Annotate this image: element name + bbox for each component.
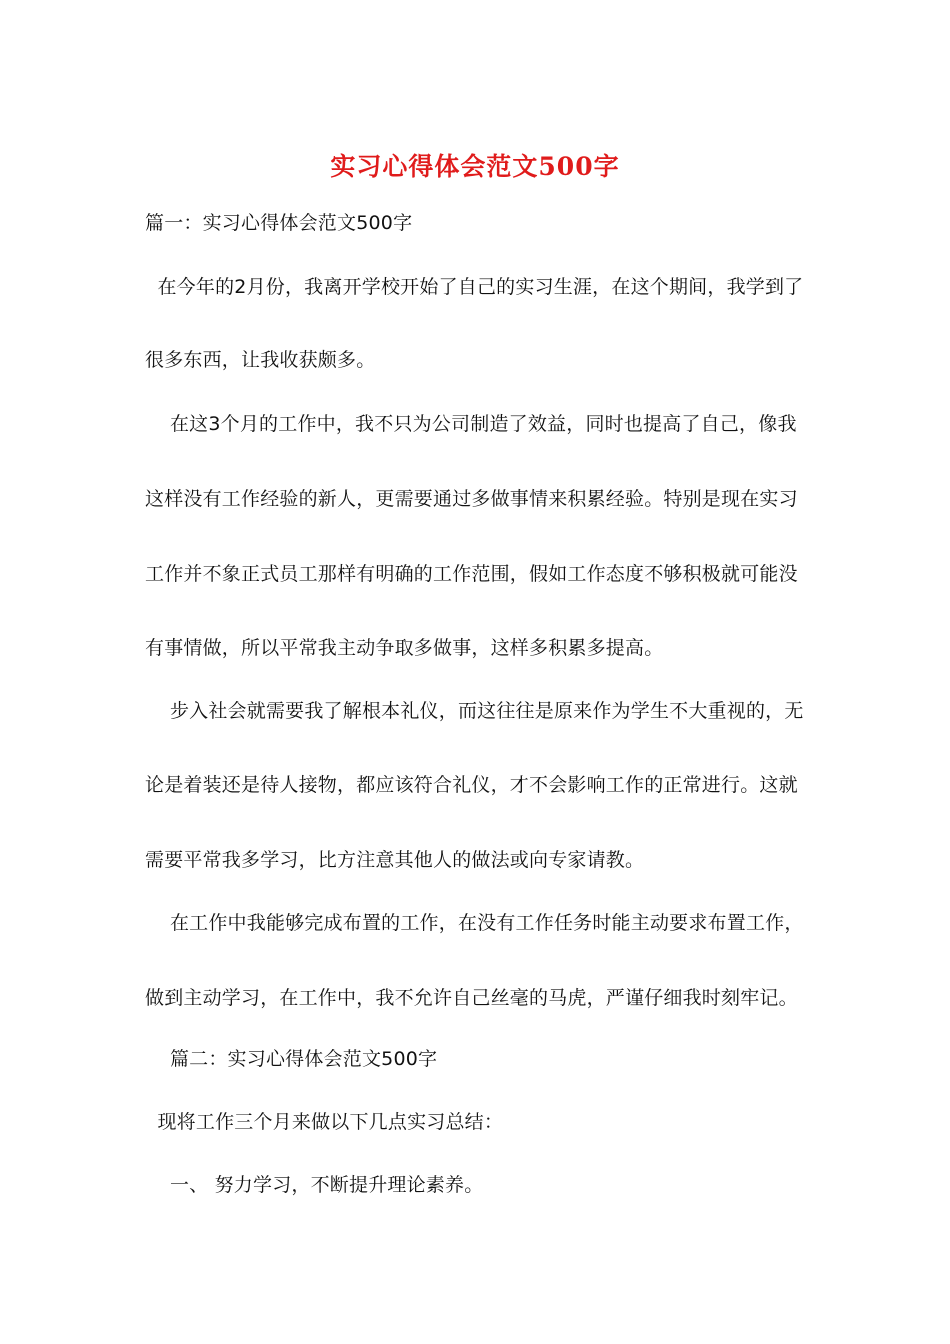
document-title: 实习心得体会范文500字 — [330, 152, 620, 181]
section-heading-2: 篇二：实习心得体会范文500字 — [145, 1048, 438, 1070]
paragraph-line: 在工作中我能够完成布置的工作，在没有工作任务时能主动要求布置工作， — [145, 912, 804, 934]
list-item-heading: 一、 努力学习，不断提升理论素养。 — [145, 1174, 484, 1196]
paragraph-line: 做到主动学习，在工作中，我不允许自己丝毫的马虎，严谨仔细我时刻牢记。 — [145, 987, 798, 1009]
paragraph-line: 需要平常我多学习，比方注意其他人的做法或向专家请教。 — [145, 849, 645, 871]
paragraph-line: 很多东西，让我收获颇多。 — [145, 349, 376, 371]
paragraph-line: 工作并不象正式员工那样有明确的工作范围，假如工作态度不够积极就可能没 — [145, 563, 798, 585]
paragraph-line: 现将工作三个月来做以下几点实习总结： — [145, 1111, 504, 1133]
paragraph-line: 有事情做，所以平常我主动争取多做事，这样多积累多提高。 — [145, 637, 664, 659]
paragraph-line: 在今年的2月份，我离开学校开始了自己的实习生涯，在这个期间，我学到了 — [145, 276, 804, 298]
section-heading-1: 篇一：实习心得体会范文500字 — [145, 212, 413, 234]
paragraph-line: 论是着装还是待人接物，都应该符合礼仪，才不会影响工作的正常进行。这就 — [145, 774, 798, 796]
paragraph-line: 这样没有工作经验的新人，更需要通过多做事情来积累经验。特别是现在实习 — [145, 488, 798, 510]
paragraph-line: 在这3个月的工作中，我不只为公司制造了效益，同时也提高了自己，像我 — [145, 413, 797, 435]
paragraph-line: 步入社会就需要我了解根本礼仪，而这往往是原来作为学生不大重视的，无 — [145, 700, 804, 722]
